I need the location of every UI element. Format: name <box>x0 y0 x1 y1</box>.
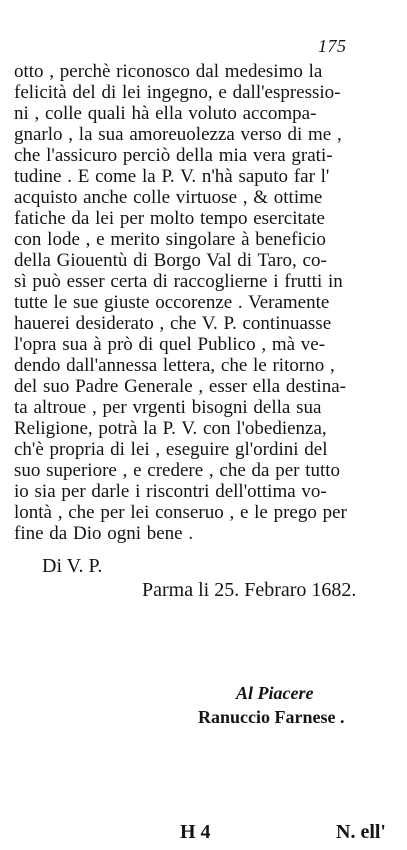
place-and-date: Parma li 25. Febraro 1682. <box>142 579 357 601</box>
text-line: con lode , e merito singolare à beneficio <box>14 229 326 250</box>
text-line: sì può esser certa di raccoglierne i frutti in <box>14 271 343 292</box>
text-line: che l'assicuro perciò della mia vera grati- <box>14 145 333 166</box>
printer-signature-mark: H 4 <box>180 821 211 843</box>
text-line: ch'è propria di lei , eseguire gl'ordini del <box>14 439 328 460</box>
text-line: tutte le sue giuste occorenze . Veramente <box>14 292 330 313</box>
text-line: tudine . E come la P. V. n'hà saputo far l' <box>14 166 330 187</box>
catchword: N. ell' <box>336 821 386 843</box>
text-line: della Giouentù di Borgo Val di Taro, co- <box>14 250 327 271</box>
text-line: hauerei desiderato , che V. P. continuasse <box>14 313 332 334</box>
text-line: acquisto anche colle virtuose , & ottime <box>14 187 323 208</box>
text-line: Religione, potrà la P. V. con l'obedienza, <box>14 418 327 439</box>
text-line: gnarlo , la sua amoreuolezza verso di me , <box>14 124 342 145</box>
closing-salutation: Di V. P. <box>42 555 103 577</box>
text-line: io sia per darle i riscontri dell'ottima vo- <box>14 481 327 502</box>
text-line: suo superiore , e credere , che da per tutto <box>14 460 341 481</box>
text-line: dendo dall'annessa lettera, che le ritorno , <box>14 355 335 376</box>
text-line: ta altroue , per vrgenti bisogni della sua <box>14 397 322 418</box>
text-line: ni , colle quali hà ella voluto accompa- <box>14 103 317 124</box>
text-line: del suo Padre Generale , esser ella destina- <box>14 376 346 397</box>
page-number: 175 <box>318 36 347 56</box>
text-line: fatiche da lei per molto tempo esercitate <box>14 208 325 229</box>
text-line: felicità del di lei ingegno, e dall'espressio- <box>14 82 341 103</box>
signature-formula: Al Piacere <box>236 683 314 703</box>
text-line: otto , perchè riconosco dal medesimo la <box>14 61 323 82</box>
signatory-name: Ranuccio Farnese . <box>198 707 345 727</box>
text-line: fine da Dio ogni bene . <box>14 523 194 544</box>
text-line: lontà , che per lei conseruo , e le prego per <box>14 502 347 523</box>
text-line: l'opra sua à prò di quel Publico , mà ve- <box>14 334 326 355</box>
